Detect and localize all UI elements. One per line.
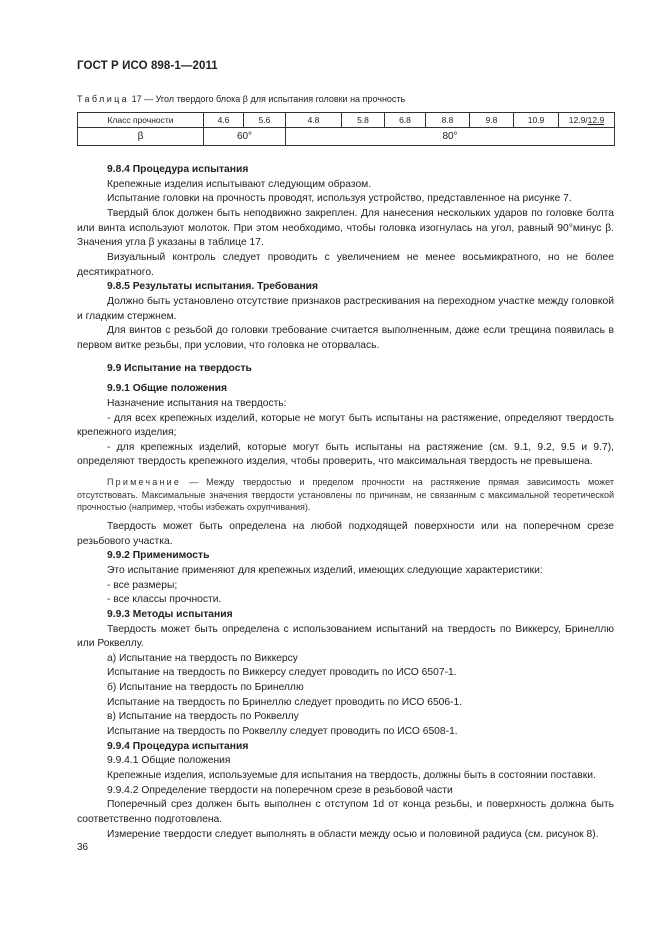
paragraph: Твердый блок должен быть неподвижно закреплен. Для нанесения нескольких ударов по головке болта или винта используют молоток. При этом необходимо, чтобы головка изогнулась на угол, равный 90°минус β. Значения угла β указаны в таблице 17. — [77, 207, 614, 249]
table-caption — [77, 94, 405, 104]
subsection-heading: 9.9.4.1 Общие положения — [107, 755, 231, 767]
paragraph: Должно быть установлено отсутствие признаков растрескивания на переходном участке между головкой и гладким стержнем. — [77, 295, 614, 322]
paragraph: Испытание на твердость по Роквеллу следует проводить по ИСО 6508-1. — [107, 726, 458, 738]
table-cell: 8.8 — [426, 113, 470, 128]
strength-class-table — [77, 112, 615, 146]
paragraph: Назначение испытания на твердость: — [107, 397, 287, 409]
list-item: - все размеры; — [107, 579, 178, 591]
table-cell: 6.8 — [385, 113, 426, 128]
paragraph: б) Испытание на твердость по Бринеллю — [107, 682, 304, 694]
body-text — [77, 163, 614, 842]
section-heading: 9.9.2 Применимость — [107, 550, 210, 562]
paragraph: Для винтов с резьбой до головки требование считается выполненным, даже если трещина появилась в первом витке резьбы, при условии, что головка не оторвалась. — [77, 325, 614, 351]
section-heading: 9.9.4 Процедура испытания — [107, 740, 249, 752]
table-cell: 4.6 — [204, 113, 244, 128]
table-cell: 60° — [204, 128, 286, 146]
note-label: Примечание — [107, 477, 182, 488]
section-heading: 9.9.3 Методы испытания — [107, 608, 233, 620]
paragraph: Измерение твердости следует выполнять в области между осью и половиной радиуса (см. рисунок 8). — [107, 828, 599, 840]
table-cell: 9.8 — [470, 113, 514, 128]
note — [77, 476, 614, 514]
table-row — [78, 128, 615, 146]
section-heading: 9.8.5 Результаты испытания. Требования — [107, 281, 319, 293]
class-12-9-underlined: 12.9 — [587, 115, 605, 125]
paragraph: Испытание головки на прочность проводят, используя устройство, представленное на рисунке 7. — [107, 193, 572, 205]
table-caption-text: 17 — Угол твердого блока β для испытания головки на прочность — [129, 94, 406, 104]
document-header: ГОСТ Р ИСО 898-1—2011 — [77, 60, 218, 72]
paragraph: Крепежные изделия испытывают следующим образом. — [107, 178, 372, 190]
note-text: — Между твердостью и пределом прочности на растяжение прямая зависимость может отсутствовать. Максимальные значения твердости установлены по причинам, не связанным с максимальной теоретической прочностью (например, чтобы избежать охрупчивания). — [77, 477, 614, 513]
table-row-label: Класс прочности — [78, 113, 204, 128]
paragraph: Твердость может быть определена на любой подходящей поверхности или на поперечном срезе резьбового участка. — [77, 520, 614, 547]
paragraph: Испытание на твердость по Виккерсу следует проводить по ИСО 6507-1. — [107, 667, 457, 679]
table-cell: 5.8 — [342, 113, 385, 128]
table-row-label: β — [78, 128, 204, 146]
list-item: - для всех крепежных изделий, которые не могут быть испытаны на растяжение, определяют твердость крепежного изделия; — [77, 412, 614, 439]
page-number: 36 — [77, 842, 89, 853]
paragraph: Испытание на твердость по Бринеллю следует проводить по ИСО 6506-1. — [107, 696, 463, 708]
table-row — [78, 113, 615, 128]
paragraph: Крепежные изделия, используемые для испытания на твердость, должны быть в состоянии поставки. — [107, 770, 596, 782]
paragraph: Это испытание применяют для крепежных изделий, имеющих следующие характеристики: — [107, 564, 543, 576]
paragraph: Твердость может быть определена с использованием испытаний на твердость по Виккерсу, Бринеллю или Роквеллу. — [77, 623, 614, 650]
subsection-heading: 9.9.4.2 Определение твердости на поперечном срезе в резьбовой части — [107, 784, 453, 796]
table-cell: 80° — [286, 128, 615, 146]
table-cell: 4.8 — [286, 113, 342, 128]
section-heading: 9.9.1 Общие положения — [107, 383, 227, 395]
table-cell: 10.9 — [514, 113, 559, 128]
paragraph: Визуальный контроль следует проводить с увеличением не менее восьмикратного, но не более десятикратного. — [77, 251, 614, 278]
class-12-9: 12.9/ — [568, 115, 588, 125]
paragraph: Поперечный срез должен быть выполнен с отступом 1d от конца резьбы, и поверхность должна быть соответственно подготовлена. — [77, 799, 614, 826]
table-cell — [559, 113, 615, 128]
paragraph: в) Испытание на твердость по Роквеллу — [107, 711, 299, 723]
table-cell: 5.6 — [244, 113, 286, 128]
list-item: - все классы прочности. — [107, 594, 222, 606]
section-heading: 9.9 Испытание на твердость — [107, 362, 252, 374]
list-item: - для крепежных изделий, которые могут быть испытаны на растяжение (см. 9.1, 9.2, 9.5 и 9.7), определяют твердость крепежного изделия, чтобы проверить, что максимальная твердость не превышена. — [77, 441, 614, 468]
table-caption-label: Таблица — [77, 94, 130, 104]
section-heading: 9.8.4 Процедура испытания — [107, 164, 249, 175]
paragraph: а) Испытание на твердость по Виккерсу — [107, 652, 298, 664]
